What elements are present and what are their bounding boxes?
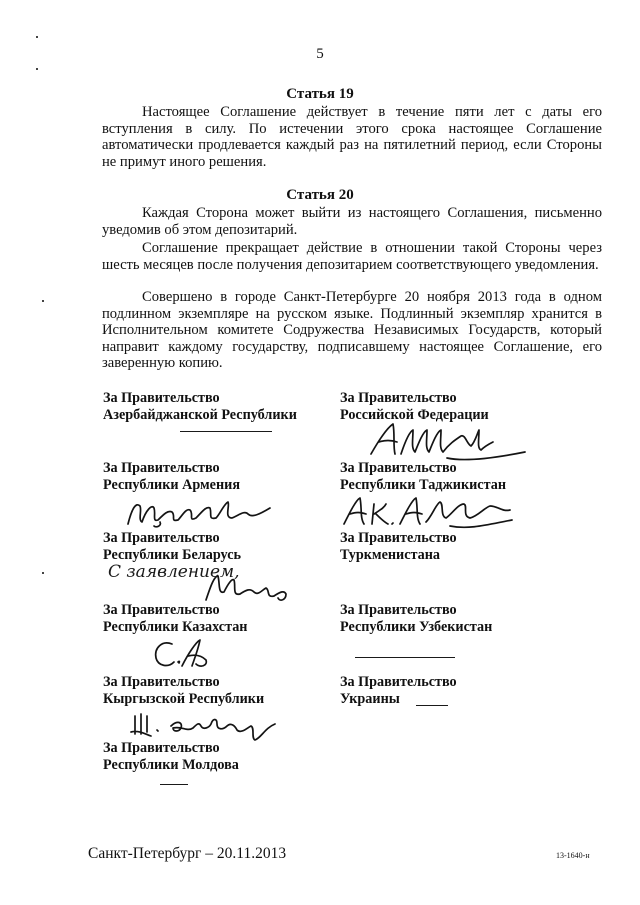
- scan-speck: [36, 68, 38, 70]
- signatory-turkmenistan-line1: За Правительство: [340, 530, 457, 546]
- signatory-moldova: [103, 740, 239, 774]
- signatory-ukraine: [340, 674, 457, 708]
- signatory-tajikistan: [340, 460, 506, 494]
- scan-speck: [42, 572, 44, 574]
- closing-paragraph: Совершено в городе Санкт-Петербурге 20 ноября 2013 года в одном подлинном экземпляре на русском языке. Подлинный экземпляр хранится в Исполнительном комитете Содружества Независимых Государств, который направит каждому государству, подписавшему настоящее Соглашение, его заверенную копию.: [102, 289, 602, 371]
- signature-line-uzbekistan: [355, 657, 455, 658]
- signatory-kyrgyzstan-line1: За Правительство: [103, 674, 220, 690]
- signature-line-azerbaijan: [180, 431, 272, 432]
- signatory-azerbaijan: [103, 390, 297, 424]
- signatory-kazakhstan-line2: Республики Казахстан: [103, 619, 248, 635]
- signatory-belarus-line1: За Правительство: [103, 530, 220, 546]
- article-20-paragraph-2: Соглашение прекращает действие в отношении такой Стороны через шесть месяцев после получения депозитарием соответствующего уведомления.: [102, 240, 602, 273]
- signatory-ukraine-line1: За Правительство: [340, 674, 457, 690]
- signatory-armenia: [103, 460, 240, 494]
- signature-line-moldova: [160, 784, 188, 785]
- signatory-tajikistan-line2: Республики Таджикистан: [340, 477, 506, 493]
- signatory-belarus-line2: Республики Беларусь: [103, 547, 241, 563]
- signatory-moldova-line1: За Правительство: [103, 740, 220, 756]
- document-code: 13-1640-н: [556, 851, 590, 860]
- article-19-text: Настоящее Соглашение действует в течение пяти лет с даты его вступления в силу. По истечении этого срока настоящее Соглашение автоматически продлевается каждый раз на пятилетний период, если Стороны не примут иного решения.: [102, 104, 602, 170]
- article-19-heading: Статья 19: [286, 86, 354, 102]
- signatory-belarus: [103, 530, 241, 564]
- scan-speck: [42, 300, 44, 302]
- signatory-tajikistan-line1: За Правительство: [340, 460, 457, 476]
- signatory-turkmenistan-line2: Туркменистана: [340, 547, 441, 563]
- signatory-azerbaijan-line1: За Правительство: [103, 390, 220, 406]
- scan-speck: [36, 36, 38, 38]
- signatory-russia-line2: Российской Федерации: [340, 407, 489, 423]
- signatory-kyrgyzstan: [103, 674, 264, 708]
- signatory-kyrgyzstan-line2: Кыргызской Республики: [103, 691, 265, 707]
- signatory-kazakhstan-line1: За Правительство: [103, 602, 220, 618]
- signatory-uzbekistan-line2: Республики Узбекистан: [340, 619, 493, 635]
- signatory-ukraine-line2: Украины: [340, 691, 400, 707]
- belarus-handwritten-note: С заявлением,: [108, 562, 240, 582]
- signature-kazakhstan: [148, 636, 218, 677]
- footer-place-date: Санкт-Петербург – 20.11.2013: [88, 845, 287, 862]
- article-20-paragraph-1: Каждая Сторона может выйти из настоящего Соглашения, письменно уведомив об этом депозитарий.: [102, 205, 602, 238]
- signatory-armenia-line2: Республики Армения: [103, 477, 241, 493]
- signatory-russia-line1: За Правительство: [340, 390, 457, 406]
- signatory-armenia-line1: За Правительство: [103, 460, 220, 476]
- signatory-turkmenistan: [340, 530, 457, 564]
- signatory-uzbekistan-line1: За Правительство: [340, 602, 457, 618]
- signatory-kazakhstan: [103, 602, 247, 636]
- signatory-uzbekistan: [340, 602, 492, 636]
- page-number: 5: [316, 46, 324, 62]
- signature-line-ukraine: [416, 705, 448, 706]
- signatory-moldova-line2: Республики Молдова: [103, 757, 239, 773]
- signatory-azerbaijan-line2: Азербайджанской Республики: [103, 407, 297, 423]
- article-20-heading: Статья 20: [286, 187, 354, 203]
